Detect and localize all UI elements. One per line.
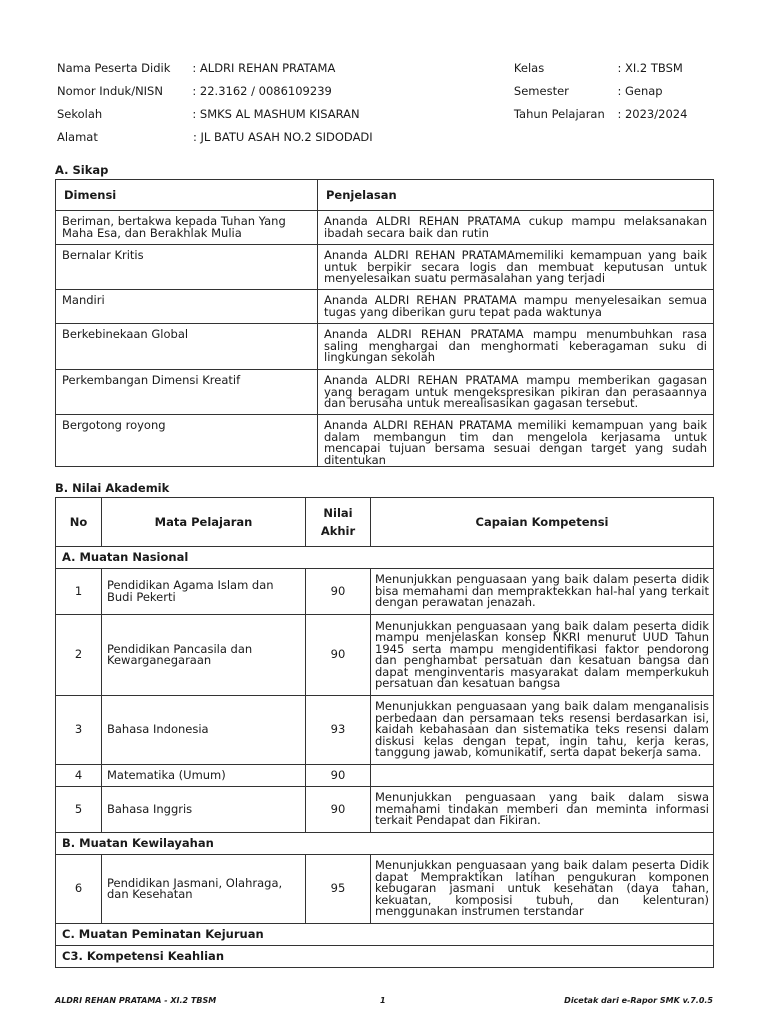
table-row [56, 855, 714, 924]
sikap-dimensi: Mandiri [56, 290, 318, 324]
group-muatan-nasional: A. Muatan Nasional [56, 547, 714, 569]
row-capaian: Menunjukkan penguasaan yang baik dalam menganalisis perbedaan dan persamaan teks resensi berdasarkan isi, kaidah kebahasaan dan sistematika teks resensi dalam diskusi kelas dengan tepat, ingin tahu, kerja keras, tanggung jawab, komunikatif, serta dapat bekerja sama. [371, 696, 714, 765]
table-row [56, 765, 714, 787]
header-dimensi: Dimensi [56, 180, 318, 211]
value-alamat: : JL BATU ASAH NO.2 SIDODADI [193, 129, 373, 144]
row-no: 4 [56, 765, 102, 787]
row-capaian [371, 765, 714, 787]
row-mata-pelajaran: Pendidikan Agama Islam dan Budi Pekerti [102, 569, 306, 615]
info-row-3 [57, 102, 717, 125]
row-nilai: 90 [306, 787, 371, 833]
table-row [56, 569, 714, 615]
sikap-row [56, 290, 714, 324]
group-muatan-kewilayahan: B. Muatan Kewilayahan [56, 833, 714, 855]
sikap-row [56, 211, 714, 245]
label-sekolah: Sekolah [57, 106, 103, 121]
group-row-muatan-nasional [56, 547, 714, 569]
row-no: 6 [56, 855, 102, 924]
row-nilai: 90 [306, 615, 371, 696]
sikap-penjelasan: Ananda ALDRI REHAN PRATAMA cukup mampu melaksanakan ibadah secara baik dan rutin [318, 211, 714, 245]
group-muatan-peminatan-kejuruan: C. Muatan Peminatan Kejuruan [56, 924, 714, 946]
value-nama: : ALDRI REHAN PRATAMA [192, 60, 336, 75]
sikap-dimensi: Perkembangan Dimensi Kreatif [56, 370, 318, 415]
group-row-muatan-kewilayahan [56, 833, 714, 855]
row-capaian: Menunjukkan penguasaan yang baik dalam peserta didik mampu menjelaskan konsep NKRI menurut UUD Tahun 1945 serta mampu mengidentifikasi faktor pendorong dan penghambat persatuan dan kesatuan bangsa dan dapat menginventaris masyarakat dalam memperkukuh persatuan dan kesatuan bangsa [371, 615, 714, 696]
sikap-penjelasan: Ananda ALDRI REHAN PRATAMA mampu menumbuhkan rasa saling menghargai dan menghormati keberagaman suku di lingkungan sekolah [318, 324, 714, 370]
sikap-row [56, 245, 714, 290]
row-nilai: 90 [306, 765, 371, 787]
sikap-header-row [56, 180, 714, 211]
sikap-penjelasan: Ananda ALDRI REHAN PRATAMA mampu memberikan gagasan yang beragam untuk mengekspresikan pikiran dan perasaannya dan berusaha untuk merealisasikan gagasan tersebut. [318, 370, 714, 415]
info-row-2 [57, 79, 717, 102]
row-capaian: Menunjukkan penguasaan yang baik dalam peserta Didik dapat Mempraktikan latihan pengukuran komponen kebugaran jasmani untuk kesehatan (daya tahan, kekuatan, komposisi tubuh, dan kelenturan) menggunakan instrumen terstandar [371, 855, 714, 924]
label-nisn: Nomor Induk/NISN [57, 83, 163, 98]
label-alamat: Alamat [57, 129, 98, 144]
sikap-row [56, 370, 714, 415]
value-sekolah: : SMKS AL MASHUM KISARAN [192, 106, 360, 121]
footer-printed-by: Dicetak dari e-Rapor SMK v.7.0.5 [564, 996, 713, 1005]
header-capaian-kompetensi: Capaian Kompetensi [371, 498, 714, 547]
row-mata-pelajaran: Matematika (Umum) [102, 765, 306, 787]
row-mata-pelajaran: Bahasa Inggris [102, 787, 306, 833]
sikap-row [56, 415, 714, 467]
group-row-kompetensi-keahlian [56, 946, 714, 968]
header-nilai-line2: Akhir [320, 524, 356, 538]
sikap-dimensi: Bernalar Kritis [56, 245, 318, 290]
header-nilai-akhir [306, 498, 371, 547]
table-row [56, 615, 714, 696]
row-nilai: 90 [306, 569, 371, 615]
section-title-nilai-akademik: B. Nilai Akademik [55, 481, 170, 495]
value-semester: : Genap [617, 83, 663, 98]
info-row-1 [57, 56, 717, 79]
sikap-penjelasan: Ananda ALDRI REHAN PRATAMAmemiliki kemampuan yang baik untuk berpikir secara logis dan membuat keputusan untuk menyelesaikan suatu permasalahan yang terjadi [318, 245, 714, 290]
row-nilai: 95 [306, 855, 371, 924]
header-penjelasan: Penjelasan [318, 180, 714, 211]
value-kelas: : XI.2 TBSM [617, 60, 683, 75]
row-no: 1 [56, 569, 102, 615]
label-semester: Semester [513, 83, 569, 98]
label-nama: Nama Peserta Didik [57, 60, 171, 75]
row-mata-pelajaran: Bahasa Indonesia [102, 696, 306, 765]
group-kompetensi-keahlian: C3. Kompetensi Keahlian [56, 946, 714, 968]
header-no: No [56, 498, 102, 547]
row-mata-pelajaran: Pendidikan Pancasila dan Kewarganegaraan [102, 615, 306, 696]
nilai-akademik-table [55, 497, 714, 968]
sikap-table [55, 179, 714, 467]
label-tahun-pelajaran: Tahun Pelajaran [513, 106, 605, 121]
value-nisn: : 22.3162 / 0086109239 [192, 83, 332, 98]
header-mata-pelajaran: Mata Pelajaran [102, 498, 306, 547]
footer-student: ALDRI REHAN PRATAMA - XI.2 TBSM [55, 996, 217, 1005]
row-nilai: 93 [306, 696, 371, 765]
label-kelas: Kelas [513, 60, 545, 75]
sikap-penjelasan: Ananda ALDRI REHAN PRATAMA mampu menyelesaikan semua tugas yang diberikan guru tepat pada waktunya [318, 290, 714, 324]
row-no: 5 [56, 787, 102, 833]
akademik-header-row [56, 498, 714, 547]
row-no: 2 [56, 615, 102, 696]
student-info [57, 56, 717, 148]
row-no: 3 [56, 696, 102, 765]
sikap-dimensi: Bergotong royong [56, 415, 318, 467]
sikap-row [56, 324, 714, 370]
footer-page-number: 1 [380, 996, 386, 1005]
table-row [56, 696, 714, 765]
sikap-dimensi: Berkebinekaan Global [56, 324, 318, 370]
row-capaian: Menunjukkan penguasaan yang baik dalam siswa memahami tindakan memberi dan meminta informasi terkait Pendapat dan Fikiran. [371, 787, 714, 833]
row-mata-pelajaran: Pendidikan Jasmani, Olahraga, dan Kesehatan [102, 855, 306, 924]
group-row-muatan-peminatan [56, 924, 714, 946]
info-row-4 [57, 125, 717, 148]
header-nilai-line1: Nilai [323, 506, 353, 520]
section-title-sikap: A. Sikap [55, 163, 109, 177]
sikap-penjelasan: Ananda ALDRI REHAN PRATAMA memiliki kemampuan yang baik dalam membangun tim dan mengelola kerjasama untuk mencapai tujuan bersama sesuai dengan target yang sudah ditentukan [318, 415, 714, 467]
sikap-dimensi: Beriman, bertakwa kepada Tuhan Yang Maha Esa, dan Berakhlak Mulia [56, 211, 318, 245]
row-capaian: Menunjukkan penguasaan yang baik dalam peserta didik bisa memahami dan mempraktekkan hal-hal yang terkait dengan perawatan jenazah. [371, 569, 714, 615]
value-tahun-pelajaran: : 2023/2024 [617, 106, 688, 121]
table-row [56, 787, 714, 833]
